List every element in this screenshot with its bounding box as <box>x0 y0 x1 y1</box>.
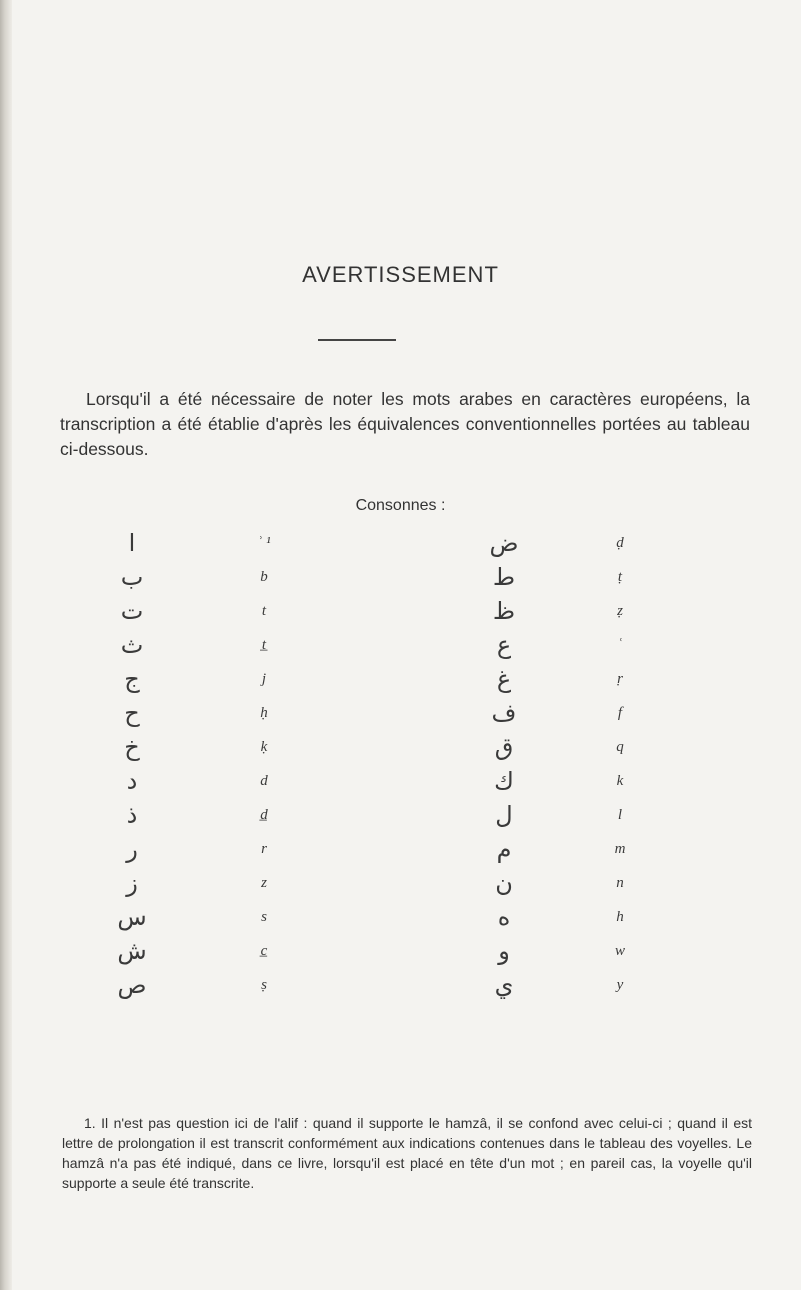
left-transcription: b <box>260 569 268 585</box>
right-transcription: q <box>616 739 624 755</box>
right-transcription: n <box>616 875 624 891</box>
left-arabic-letter: ث <box>120 631 144 659</box>
left-arabic-letter: ش <box>117 937 147 965</box>
left-transcription: d <box>260 773 268 789</box>
right-transcription: ṛ <box>617 671 623 687</box>
left-arabic-letter: ر <box>126 835 138 863</box>
left-transcription: c̲ <box>260 943 268 959</box>
right-arabic-letter: ط <box>492 563 516 591</box>
right-arabic-letter: ظ <box>492 597 516 625</box>
right-transcription: ṭ <box>617 569 623 585</box>
left-arabic-letter: س <box>117 903 147 931</box>
left-transcription: ṣ <box>261 977 267 993</box>
right-transcription: f <box>617 705 623 721</box>
left-transcription: j <box>261 671 267 687</box>
right-arabic-letter: ل <box>495 801 513 829</box>
right-transcription: y <box>616 977 624 993</box>
left-arabic-letter: د <box>126 767 138 795</box>
right-arabic-letter: ف <box>491 699 517 727</box>
right-transcription: k <box>616 773 624 789</box>
left-transcription: ḥ <box>260 705 268 721</box>
right-transcription: l <box>617 807 623 823</box>
left-transcription: z <box>261 875 267 891</box>
footnote: 1. Il n'est pas question ici de l'alif : quand il supporte le hamzâ, il se confond avec celui-ci ; quand il est lettre de prolongation il est transcrit conformément aux indications contenues dans le tableau des voyelles. Le hamzâ n'a pas été indiqué, dans ce livre, lorsqu'il est placé en tête d'un mot ; en pareil cas, la voyelle qu'il supporte a seule été transcrite. <box>62 1115 752 1191</box>
left-arabic-letter: ز <box>126 869 138 897</box>
consonants-table <box>0 527 801 1007</box>
right-arabic-letter: و <box>498 937 510 965</box>
right-arabic-letter: ض <box>489 529 519 557</box>
right-transcription: m <box>614 841 626 857</box>
left-arabic-letter: ت <box>120 597 144 625</box>
page-title: AVERTISSEMENT <box>302 262 499 287</box>
intro-paragraph: Lorsqu'il a été nécessaire de noter les mots arabes en caractères européens, la transcription a été établie d'après les équivalences conventionnelles portées au tableau ci-dessous. <box>60 389 750 459</box>
right-arabic-letter: ي <box>494 971 514 999</box>
left-arabic-letter: ا <box>128 529 136 557</box>
right-transcription: ʿ <box>617 637 623 653</box>
right-transcription: ẓ <box>617 603 623 619</box>
left-transcription: ʾ ¹ <box>257 535 271 551</box>
left-transcription: t̲ <box>261 637 267 653</box>
left-transcription: r <box>261 841 267 857</box>
right-transcription: ḍ <box>616 535 624 551</box>
right-arabic-letter: ن <box>495 869 513 897</box>
right-arabic-letter: م <box>496 835 512 863</box>
left-arabic-letter: ج <box>124 665 140 693</box>
left-arabic-letter: ح <box>124 699 140 727</box>
left-transcription: ḳ <box>260 739 268 755</box>
left-arabic-letter: ذ <box>126 801 138 829</box>
left-transcription: t <box>261 603 267 619</box>
left-transcription: d̲ <box>260 807 268 823</box>
left-arabic-letter: ص <box>117 971 147 999</box>
right-arabic-letter: غ <box>496 665 512 693</box>
left-arabic-letter: ب <box>120 563 144 591</box>
right-arabic-letter: ق <box>494 733 514 761</box>
right-arabic-letter: ع <box>496 631 512 659</box>
right-arabic-letter: ك <box>494 767 514 795</box>
consonants-table-title: Consonnes : <box>355 497 446 514</box>
title-rule-divider <box>318 339 396 341</box>
right-arabic-letter: ه <box>497 903 511 931</box>
right-transcription: w <box>614 943 625 959</box>
left-transcription: s <box>261 909 267 925</box>
left-arabic-letter: خ <box>124 733 140 761</box>
right-transcription: h <box>616 909 624 925</box>
